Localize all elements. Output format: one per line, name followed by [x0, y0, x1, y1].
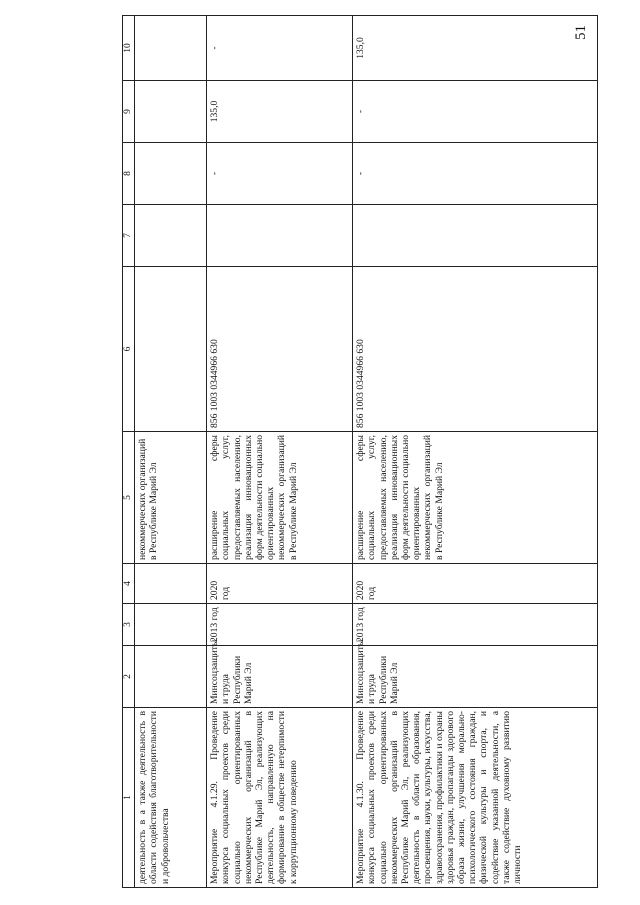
- page-number: 51: [573, 25, 589, 40]
- cell-measure: Мероприятие 4.1.29. Проведение конкурса социальных проектов среди социально ориентированных некоммерческих организаций в Республике Марий Эл, реализующих деятельность, направленную на формирование в обществе нетерпимости к коррупционному поведению: [207, 708, 353, 888]
- cell-result: расширение сферы социальных услуг, предоставляемых населению, реализация инновационных форм деятельности социально ориентированных некоммерческих организаций в Республике Марий Эл: [207, 432, 353, 564]
- column-header: 6: [123, 267, 135, 432]
- cell-value: [353, 205, 598, 267]
- cell-measure: деятельность в а также деятельность в области содействия благотворительности и добровольчества: [135, 708, 207, 888]
- rotated-sheet: [122, 12, 600, 888]
- cell-empty: [135, 205, 207, 267]
- cell-start-year: 2013 год: [353, 604, 598, 646]
- cell-value: 135,0: [353, 16, 598, 81]
- cell-start-year: 2013 год: [207, 604, 353, 646]
- column-header: 5: [123, 432, 135, 564]
- column-header: 10: [123, 16, 135, 81]
- cell-end-year: 2020 год: [353, 564, 598, 604]
- column-header: 8: [123, 143, 135, 205]
- column-header: 3: [123, 604, 135, 646]
- cell-value: -: [353, 143, 598, 205]
- cell-empty: [135, 143, 207, 205]
- cell-value: [207, 205, 353, 267]
- cell-measure: Мероприятие 4.1.30. Проведение конкурса социальных проектов среди социально ориентированных некоммерческих организаций в Республике Марий Эл, реализующих деятельность в области образования, просвещения, науки, культуры, искусства, здравоохранения, профилактики и охраны здоровья граждан, пропаганды здорового образа жизни, улучшения морально-психологического состояния граждан, физической культуры и спорта, и содействие указанной деятельности, а также содействие духовному развитию личности: [353, 708, 598, 888]
- cell-empty: [135, 267, 207, 432]
- cell-value: -: [207, 143, 353, 205]
- cell-empty: [135, 81, 207, 143]
- column-header: 1: [123, 708, 135, 888]
- column-header: 7: [123, 205, 135, 267]
- cell-result: расширение сферы социальных услуг, предоставляемых населению, реализация инновационных форм деятельности социально ориентированных некоммерческих организаций в Республике Марий Эл: [353, 432, 598, 564]
- header-row: [123, 16, 135, 888]
- cell-executor: Минсоцзащиты и труда Республики Марий Эл: [353, 646, 598, 708]
- cell-value: -: [353, 81, 598, 143]
- cell-value: 135,0: [207, 81, 353, 143]
- cell-budget-code: 856 1003 0344966 630: [353, 267, 598, 432]
- cell-end-year: 2020 год: [207, 564, 353, 604]
- table-row: [207, 16, 353, 888]
- cell-empty: [135, 646, 207, 708]
- program-table: [122, 15, 598, 888]
- cell-empty: [135, 604, 207, 646]
- cell-budget-code: 856 1003 0344966 630: [207, 267, 353, 432]
- cell-empty: [135, 564, 207, 604]
- cell-value: -: [207, 16, 353, 81]
- column-header: 4: [123, 564, 135, 604]
- cell-result: некоммерческих организаций в Республике Марий Эл: [135, 432, 207, 564]
- cell-executor: Минсоцзащиты и труда Республики Марий Эл: [207, 646, 353, 708]
- column-header: 9: [123, 81, 135, 143]
- column-header: 2: [123, 646, 135, 708]
- cell-empty: [135, 16, 207, 81]
- table-row-continuation: [135, 16, 207, 888]
- table-row: [353, 16, 598, 888]
